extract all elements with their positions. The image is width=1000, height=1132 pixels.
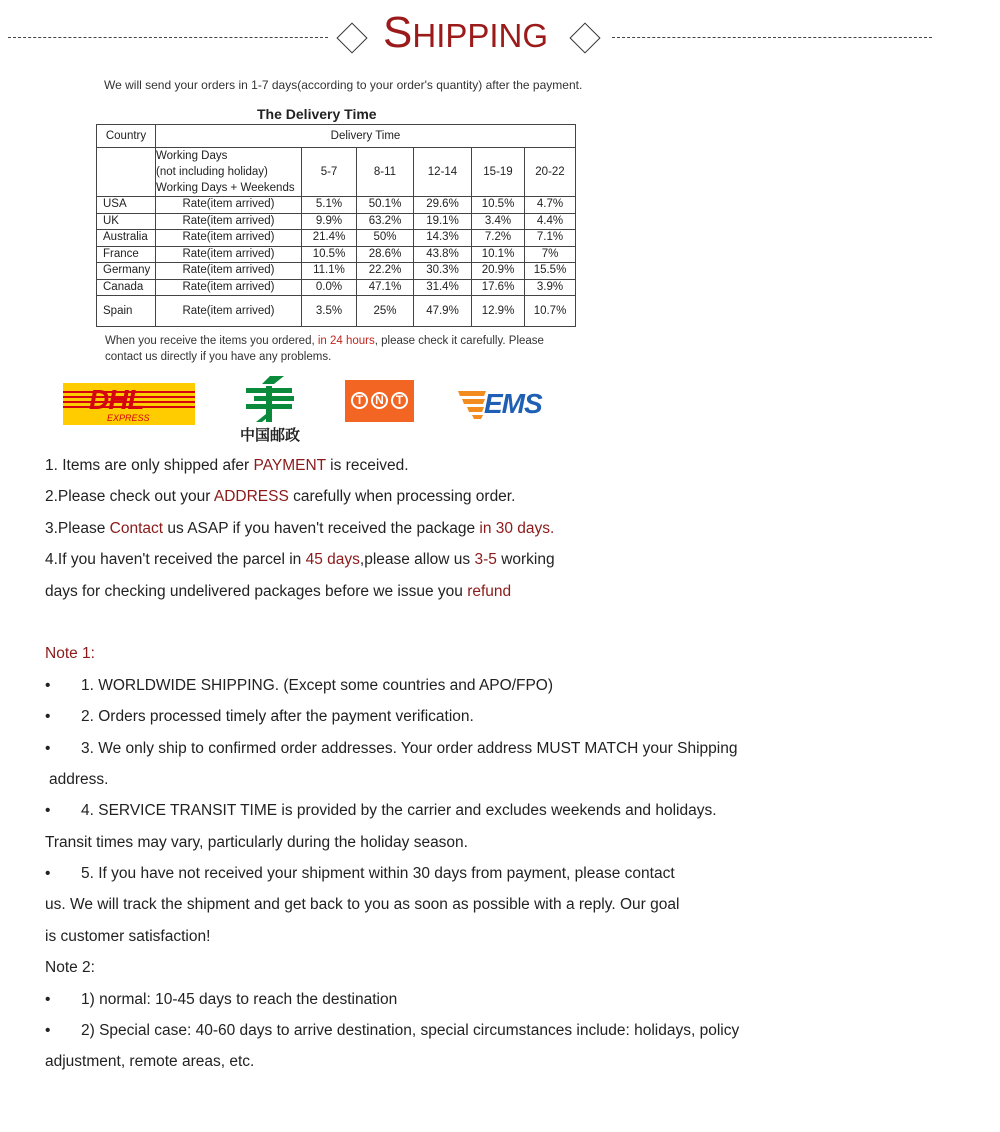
header-divider-left [8,37,328,38]
china-post-text: 中国邮政 [239,427,300,444]
table-row [97,213,576,230]
blank-line [45,609,945,640]
tnt-letter: T [391,392,408,409]
rate-value-cell: 47.9% [414,296,472,327]
country-cell: UK [97,213,156,230]
rate-value-cell: 28.6% [357,246,414,263]
tnt-letter: N [371,392,388,409]
rate-value-cell: 17.6% [472,279,525,296]
rate-value-cell: 15.5% [525,263,576,280]
policy-item-2: 2.Please check out your ADDRESS carefully when processing order. [45,488,516,506]
rate-value-cell: 50.1% [357,197,414,214]
rate-value-cell: 5.1% [302,197,357,214]
note-1-title: Note 1: [45,645,95,663]
rate-value-cell: 10.5% [302,246,357,263]
note-1-bullet-1: • 1. WORLDWIDE SHIPPING. (Except some countries and APO/FPO) [45,676,554,694]
country-cell: Canada [97,279,156,296]
rate-value-cell: 50% [357,230,414,247]
note-2-bullet-2-continued: adjustment, remote areas, etc. [45,1053,255,1071]
note-2-title: Note 2: [45,959,95,977]
rate-value-cell: 43.8% [414,246,472,263]
working-days-label: Working Days (not including holiday) Working Days + Weekends [156,148,302,197]
note-2-bullet-1: • 1) normal: 10-45 days to reach the destination [45,990,398,1008]
note-1-bullet-4-continued: Transit times may vary, particularly during the holiday season. [45,833,468,851]
table-row [97,246,576,263]
rate-label-cell: Rate(item arrived) [156,246,302,263]
rate-value-cell: 20.9% [472,263,525,280]
inspection-note: When you receive the items you ordered, in 24 hours, please check it carefully. Please contact us directly if you have any problems. [105,335,544,363]
policy-item-4-continued: days for checking undelivered packages before we issue you refund [45,582,512,600]
rate-value-cell: 21.4% [302,230,357,247]
table-row [97,279,576,296]
rate-value-cell: 7.2% [472,230,525,247]
note-1-bullet-2: • 2. Orders processed timely after the payment verification. [45,708,474,726]
country-cell: Australia [97,230,156,247]
rate-value-cell: 29.6% [414,197,472,214]
tnt-logo [345,380,414,422]
delivery-time-header: Delivery Time [156,125,576,148]
policy-item-4: 4.If you haven't received the parcel in 45 days,please allow us 3-5 working [45,551,555,569]
rate-value-cell: 9.9% [302,213,357,230]
rate-value-cell: 0.0% [302,279,357,296]
rate-label-cell: Rate(item arrived) [156,296,302,327]
country-header: Country [97,125,156,148]
table-row [97,230,576,247]
rate-value-cell: 12.9% [472,296,525,327]
table-row [97,296,576,327]
rate-label-cell: Rate(item arrived) [156,263,302,280]
rate-label-cell: Rate(item arrived) [156,230,302,247]
dhl-logo [63,383,195,425]
range-header: 12-14 [414,148,472,197]
note-1-bullet-5-continued: us. We will track the shipment and get back to you as soon as possible with a reply. Our goal [45,896,680,914]
range-header: 8-11 [357,148,414,197]
country-cell: France [97,246,156,263]
note-1-bullet-5: • 5. If you have not received your shipment within 30 days from payment, please contact [45,865,675,883]
tnt-letter: T [351,392,368,409]
rate-label-cell: Rate(item arrived) [156,279,302,296]
note-1-bullet-3-continued: address. [49,770,109,788]
rate-value-cell: 10.1% [472,246,525,263]
header-divider-right [612,37,932,38]
rate-value-cell: 3.5% [302,296,357,327]
rate-value-cell: 3.4% [472,213,525,230]
rate-value-cell: 63.2% [357,213,414,230]
range-header: 15-19 [472,148,525,197]
diamond-ornament-left [336,22,367,53]
rate-value-cell: 22.2% [357,263,414,280]
note-2-bullet-2: • 2) Special case: 40-60 days to arrive destination, special circumstances include: holidays, policy [45,1022,740,1040]
empty-cell [97,148,156,197]
delivery-time-table [96,124,576,327]
country-cell: Spain [97,296,156,327]
ems-logo-text: EMS [484,388,542,419]
rate-value-cell: 4.4% [525,213,576,230]
rate-value-cell: 14.3% [414,230,472,247]
range-header: 5-7 [302,148,357,197]
rate-value-cell: 10.7% [525,296,576,327]
table-title: The Delivery Time [257,106,377,122]
note-1-bullet-4: • 4. SERVICE TRANSIT TIME is provided by the carrier and excludes weekends and holidays. [45,802,717,820]
ems-logo [458,388,552,420]
table-body [97,197,576,327]
rate-value-cell: 31.4% [414,279,472,296]
rate-value-cell: 11.1% [302,263,357,280]
rate-value-cell: 3.9% [525,279,576,296]
range-header: 20-22 [525,148,576,197]
note-1-bullet-3: • 3. We only ship to confirmed order addresses. Your order address MUST MATCH your Shipping [45,739,738,757]
rate-value-cell: 30.3% [414,263,472,280]
dhl-express-text: EXPRESS [107,413,150,423]
rate-value-cell: 25% [357,296,414,327]
rate-value-cell: 19.1% [414,213,472,230]
rate-label-cell: Rate(item arrived) [156,213,302,230]
country-cell: USA [97,197,156,214]
note-1-bullet-5-continued: is customer satisfaction! [45,927,211,945]
policy-item-1: 1. Items are only shipped afer PAYMENT is received. [45,457,409,474]
policy-item-3: 3.Please Contact us ASAP if you haven't received the package in 30 days. [45,519,555,537]
dhl-logo-text: DHL [89,384,144,415]
country-cell: Germany [97,263,156,280]
intro-text: We will send your orders in 1-7 days(according to your order's quantity) after the payment. [104,78,583,92]
table-row [97,197,576,214]
diamond-ornament-right [569,22,600,53]
page-title: SHIPPING [383,8,549,57]
table-row [97,263,576,280]
rate-value-cell: 4.7% [525,197,576,214]
rate-value-cell: 7.1% [525,230,576,247]
shipping-policy-text [45,452,945,1080]
china-post-logo [232,374,308,444]
china-post-emblem-icon [232,374,308,424]
rate-label-cell: Rate(item arrived) [156,197,302,214]
rate-value-cell: 7% [525,246,576,263]
rate-value-cell: 47.1% [357,279,414,296]
rate-value-cell: 10.5% [472,197,525,214]
